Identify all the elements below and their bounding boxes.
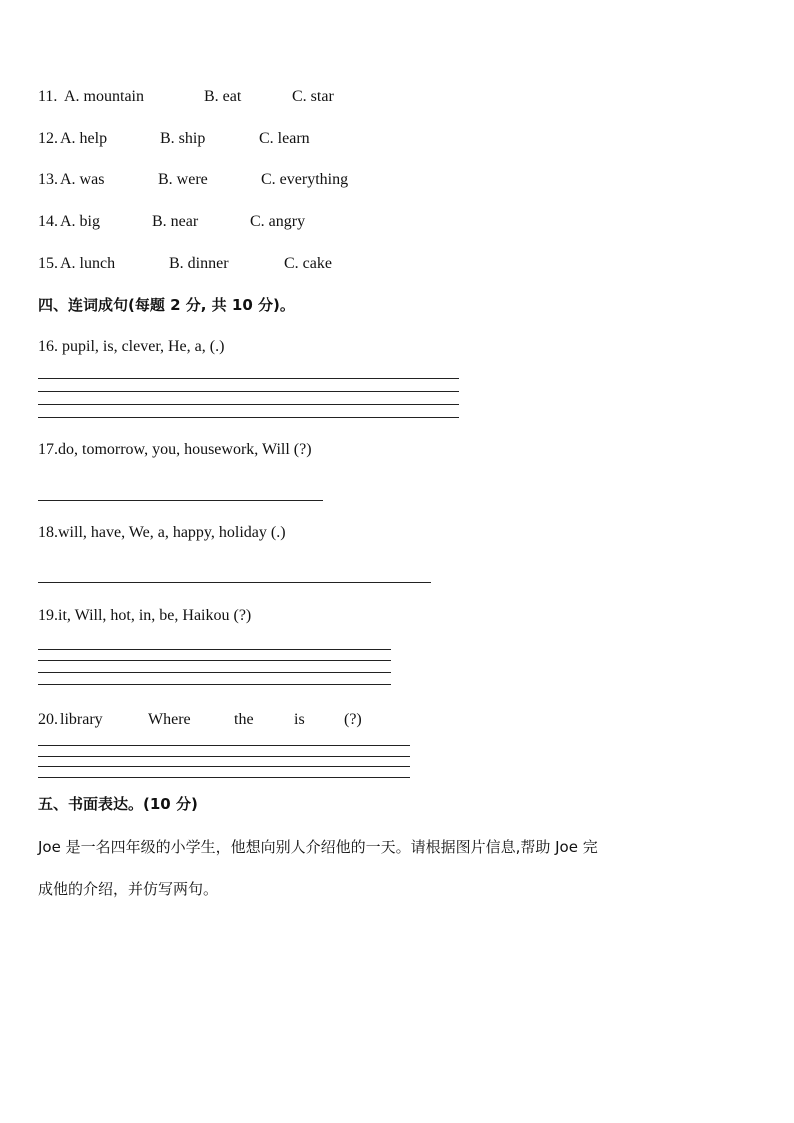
option-a: A. help — [60, 130, 108, 147]
word-library: library — [60, 711, 103, 728]
word-punctuation: (?) — [344, 711, 362, 728]
question-19: 19.it, Will, hot, in, be, Haikou (?) — [38, 607, 252, 624]
choice-row-13 — [38, 171, 458, 189]
answer-line — [38, 500, 323, 501]
option-b: B. near — [152, 213, 199, 230]
option-a: A. big — [60, 213, 100, 230]
answer-line — [38, 756, 410, 757]
answer-line — [38, 404, 459, 405]
writing-prompt-line-2: 成他的介绍，并仿写两句。 — [38, 880, 219, 898]
option-c: C. angry — [250, 213, 306, 230]
question-number: 13. — [38, 171, 58, 188]
word-where: Where — [148, 711, 191, 728]
answer-line — [38, 777, 410, 778]
question-number: 11. — [38, 88, 58, 105]
option-a: A. was — [60, 171, 105, 188]
answer-line — [38, 684, 391, 685]
choice-row-14 — [38, 213, 458, 231]
answer-line — [38, 660, 391, 661]
option-b: B. dinner — [169, 255, 229, 272]
answer-line — [38, 417, 459, 418]
choice-row-11 — [38, 88, 458, 106]
question-number: 12. — [38, 130, 58, 147]
question-20 — [38, 711, 418, 729]
option-b: B. ship — [160, 130, 206, 147]
question-number: 20. — [38, 711, 58, 728]
writing-prompt-line-1: Joe 是一名四年级的小学生，他想向别人介绍他的一天。请根据图片信息,帮助 Joe 完 — [38, 838, 598, 856]
option-c: C. star — [292, 88, 334, 105]
question-number: 15. — [38, 255, 58, 272]
choice-row-15 — [38, 255, 458, 273]
answer-line — [38, 378, 459, 379]
option-a: A. lunch — [60, 255, 116, 272]
option-c: C. learn — [259, 130, 310, 147]
question-17: 17.do, tomorrow, you, housework, Will (?) — [38, 441, 312, 458]
option-c: C. cake — [284, 255, 332, 272]
answer-line — [38, 649, 391, 650]
option-c: C. everything — [261, 171, 349, 188]
answer-line — [38, 672, 391, 673]
answer-line — [38, 745, 410, 746]
section-5-heading: 五、书面表达。(10 分) — [38, 795, 198, 813]
choice-row-12 — [38, 130, 458, 148]
question-18: 18.will, have, We, a, happy, holiday (.) — [38, 524, 286, 541]
answer-line — [38, 766, 410, 767]
question-16: 16. pupil, is, clever, He, a, (.) — [38, 338, 225, 355]
answer-line — [38, 391, 459, 392]
answer-line — [38, 582, 431, 583]
word-is: is — [294, 711, 305, 728]
word-the: the — [234, 711, 254, 728]
option-b: B. were — [158, 171, 208, 188]
option-b: B. eat — [204, 88, 242, 105]
section-4-heading: 四、连词成句(每题 2 分, 共 10 分)。 — [38, 296, 295, 314]
question-number: 14. — [38, 213, 58, 230]
option-a: A. mountain — [64, 88, 144, 105]
